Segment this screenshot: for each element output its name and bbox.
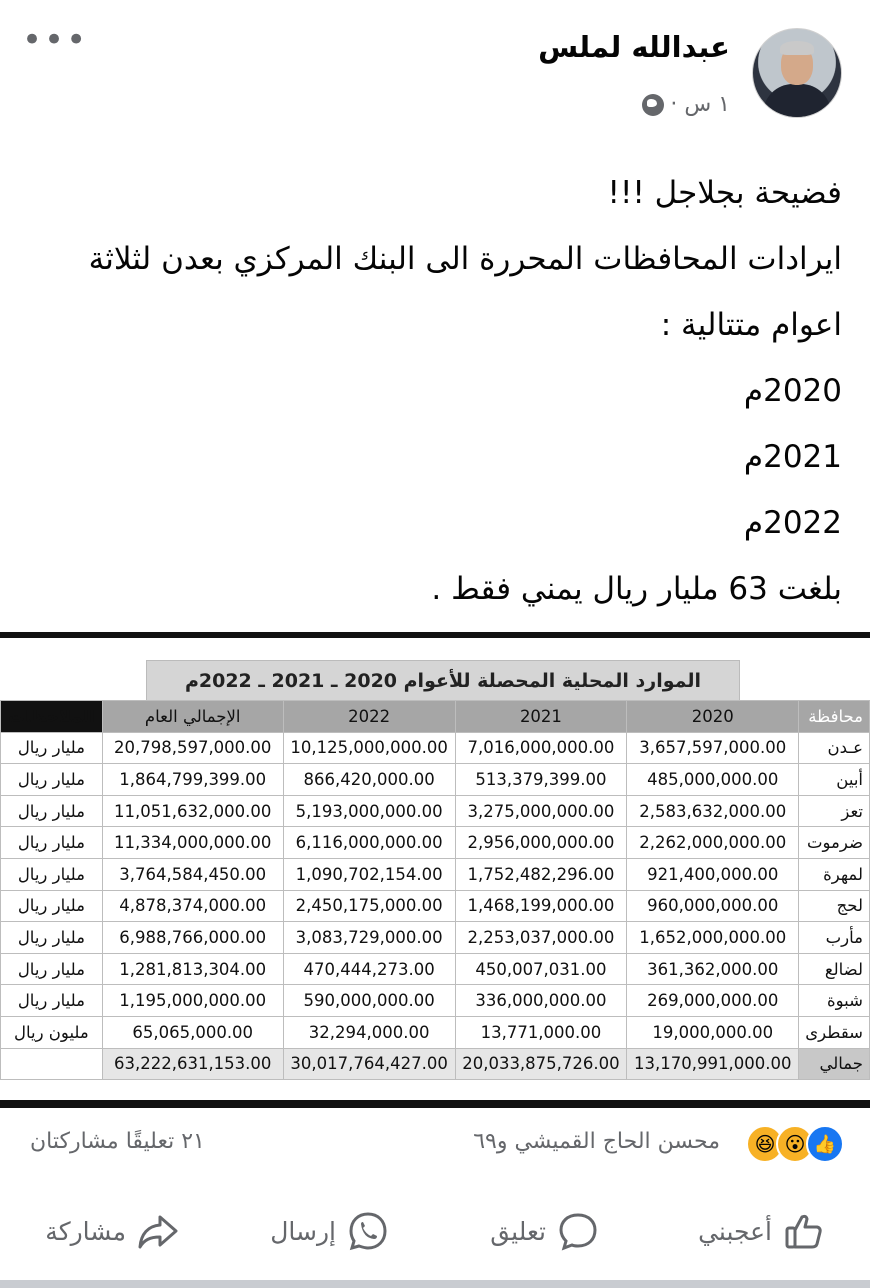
bottom-divider <box>0 1280 870 1288</box>
cell-2021: 2,253,037,000.00 <box>455 922 627 954</box>
table-header-row <box>1 701 870 733</box>
reaction-icons[interactable] <box>754 1125 844 1163</box>
cell-grand-total: 3,764,584,450.00 <box>102 858 283 890</box>
revenue-table <box>0 700 870 1080</box>
cell-note-empty <box>1 1048 103 1080</box>
cell-grand-total: 1,195,000,000.00 <box>102 985 283 1017</box>
cell-grand-total: 6,988,766,000.00 <box>102 922 283 954</box>
cell-2022: 1,090,702,154.00 <box>283 858 455 890</box>
post-line: بلغت 63 مليار ريال يمني فقط . <box>431 571 842 607</box>
cell-2020: 960,000,000.00 <box>627 890 799 922</box>
comment-button[interactable] <box>490 1206 600 1256</box>
cell-2021: 13,771,000.00 <box>455 1016 627 1048</box>
cell-note: مليار ريال <box>1 890 103 922</box>
cell-grand-total: 1,864,799,399.00 <box>102 764 283 796</box>
cell-note: مليار ريال <box>1 985 103 1017</box>
cell-note: مليار ريال <box>1 827 103 859</box>
whatsapp-icon <box>346 1209 390 1253</box>
cell-2021: 3,275,000,000.00 <box>455 795 627 827</box>
cell-2020: 19,000,000.00 <box>627 1016 799 1048</box>
table-row <box>1 922 870 954</box>
total-label: جمالي <box>799 1048 870 1080</box>
cell-2021: 336,000,000.00 <box>455 985 627 1017</box>
haha-icon: 😆 <box>746 1125 784 1163</box>
cell-governorate: عـدن <box>799 732 870 764</box>
cell-2020: 2,583,632,000.00 <box>627 795 799 827</box>
author-name[interactable]: عبدالله لملس <box>538 30 730 64</box>
table-title: الموارد المحلية المحصلة للأعوام 2020 ـ 2021 ـ 2022م <box>146 660 740 702</box>
cell-note: مليار ريال <box>1 953 103 985</box>
like-icon: 👍 <box>806 1125 844 1163</box>
post-line: 2021م <box>743 439 842 475</box>
table-row <box>1 1016 870 1048</box>
table-row <box>1 953 870 985</box>
totals-row <box>1 1048 870 1080</box>
cell-grand-total: 11,051,632,000.00 <box>102 795 283 827</box>
header-2020: 2020 <box>627 701 799 733</box>
like-label: أعجبني <box>698 1216 772 1246</box>
reactions-bar <box>0 1125 870 1169</box>
post-header <box>0 0 870 140</box>
cell-2021: 1,752,482,296.00 <box>455 858 627 890</box>
table-row <box>1 890 870 922</box>
total-2022: 30,017,764,427.00 <box>283 1048 455 1080</box>
cell-governorate: لضالع <box>799 953 870 985</box>
send-label: إرسال <box>270 1216 336 1246</box>
cell-2022: 10,125,000,000.00 <box>283 732 455 764</box>
cell-2022: 6,116,000,000.00 <box>283 827 455 859</box>
globe-icon <box>642 94 664 116</box>
cell-2020: 361,362,000.00 <box>627 953 799 985</box>
like-button[interactable] <box>698 1206 826 1256</box>
cell-2021: 1,468,199,000.00 <box>455 890 627 922</box>
post-line: ايرادات المحافظات المحررة الى البنك المركزي بعدن لثلاثة <box>88 241 842 277</box>
cell-2022: 470,444,273.00 <box>283 953 455 985</box>
total-2021: 20,033,875,726.00 <box>455 1048 627 1080</box>
post-image-table[interactable] <box>0 632 870 1108</box>
header-2022: 2022 <box>283 701 455 733</box>
table-row <box>1 764 870 796</box>
cell-governorate: لحج <box>799 890 870 922</box>
table-row <box>1 795 870 827</box>
post-line: 2020م <box>743 373 842 409</box>
cell-governorate: ضرموت <box>799 827 870 859</box>
cell-grand-total: 65,065,000.00 <box>102 1016 283 1048</box>
cell-note: مليار ريال <box>1 764 103 796</box>
cell-2022: 32,294,000.00 <box>283 1016 455 1048</box>
header-2021: 2021 <box>455 701 627 733</box>
cell-note: مليار ريال <box>1 922 103 954</box>
cell-2022: 3,083,729,000.00 <box>283 922 455 954</box>
cell-2022: 2,450,175,000.00 <box>283 890 455 922</box>
table-row <box>1 732 870 764</box>
post-line: اعوام متتالية : <box>660 307 842 343</box>
avatar[interactable] <box>752 28 842 118</box>
cell-2020: 269,000,000.00 <box>627 985 799 1017</box>
header-grand-total: الإجمالي العام <box>102 701 283 733</box>
reactors-names[interactable]: محسن الحاج القميشي و٦٩ <box>473 1129 720 1154</box>
post-meta <box>642 92 730 117</box>
total-2020: 13,170,991,000.00 <box>627 1048 799 1080</box>
total-grand: 63,222,631,153.00 <box>102 1048 283 1080</box>
cell-grand-total: 20,798,597,000.00 <box>102 732 283 764</box>
cell-governorate: شبوة <box>799 985 870 1017</box>
comments-shares-count[interactable]: ٢١ تعليقًا مشاركتان <box>30 1129 205 1154</box>
cell-grand-total: 1,281,813,304.00 <box>102 953 283 985</box>
cell-governorate: لمهرة <box>799 858 870 890</box>
share-button[interactable] <box>45 1206 180 1256</box>
cell-governorate: مأرب <box>799 922 870 954</box>
cell-2022: 866,420,000.00 <box>283 764 455 796</box>
cell-governorate: سقطرى <box>799 1016 870 1048</box>
cell-grand-total: 4,878,374,000.00 <box>102 890 283 922</box>
post-body <box>62 160 842 622</box>
table-row <box>1 985 870 1017</box>
cell-2020: 921,400,000.00 <box>627 858 799 890</box>
comment-label: تعليق <box>490 1216 546 1246</box>
header-notes: الملاحظات <box>1 701 103 733</box>
send-button[interactable] <box>270 1206 390 1256</box>
cell-2021: 2,956,000,000.00 <box>455 827 627 859</box>
cell-governorate: أبين <box>799 764 870 796</box>
cell-2020: 2,262,000,000.00 <box>627 827 799 859</box>
cell-2021: 450,007,031.00 <box>455 953 627 985</box>
action-bar <box>0 1200 870 1270</box>
comment-icon <box>556 1209 600 1253</box>
cell-grand-total: 11,334,000,000.00 <box>102 827 283 859</box>
cell-2021: 513,379,399.00 <box>455 764 627 796</box>
share-label: مشاركة <box>45 1216 126 1246</box>
post-line: فضيحة بجلاجل !!! <box>607 175 842 211</box>
cell-2022: 590,000,000.00 <box>283 985 455 1017</box>
cell-note: مليار ريال <box>1 858 103 890</box>
cell-2020: 485,000,000.00 <box>627 764 799 796</box>
table-row <box>1 827 870 859</box>
cell-note: مليار ريال <box>1 732 103 764</box>
wow-icon: 😮 <box>776 1125 814 1163</box>
cell-2020: 1,652,000,000.00 <box>627 922 799 954</box>
cell-note: مليون ريال <box>1 1016 103 1048</box>
post-line: 2022م <box>743 505 842 541</box>
cell-governorate: تعز <box>799 795 870 827</box>
post-time[interactable]: ١ س · <box>670 92 730 117</box>
share-arrow-icon <box>136 1209 180 1253</box>
cell-2022: 5,193,000,000.00 <box>283 795 455 827</box>
cell-2020: 3,657,597,000.00 <box>627 732 799 764</box>
header-governorate: محافظة <box>799 701 870 733</box>
thumbs-up-icon <box>782 1209 826 1253</box>
more-options-button[interactable]: ••• <box>22 20 89 60</box>
cell-note: مليار ريال <box>1 795 103 827</box>
table-row <box>1 858 870 890</box>
cell-2021: 7,016,000,000.00 <box>455 732 627 764</box>
